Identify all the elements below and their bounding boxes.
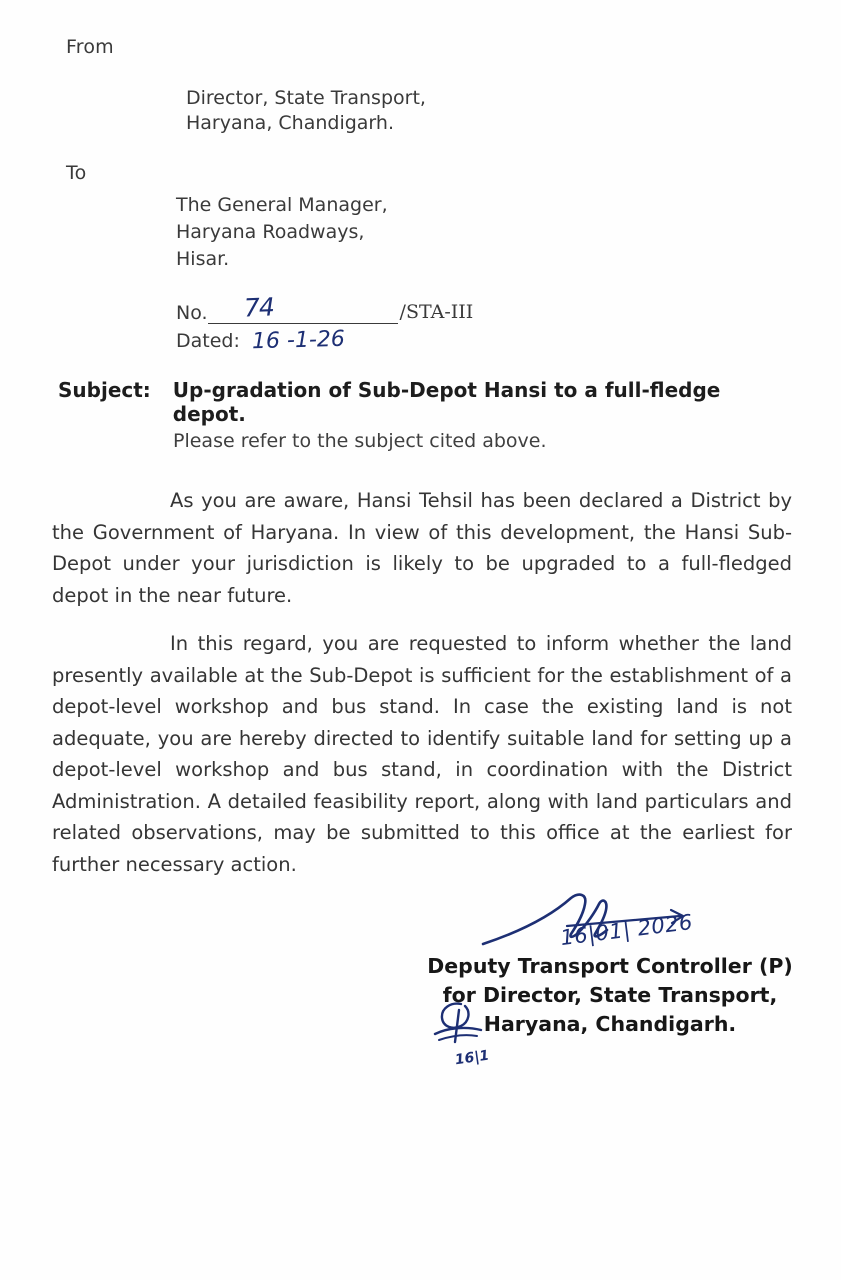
signatory-line-3: Haryana, Chandigarh. — [483, 1012, 737, 1036]
reference-number-row — [176, 292, 474, 324]
handwritten-signature — [415, 890, 805, 952]
reference-block — [176, 292, 474, 355]
reference-number-handwritten-value: 74 — [242, 292, 274, 323]
from-address-line-1: Director, State Transport, — [186, 87, 426, 109]
signature-block — [415, 890, 805, 1069]
body-paragraph-2 — [52, 628, 792, 880]
reference-number-rule — [208, 292, 398, 324]
signatory-designation — [415, 952, 805, 1069]
signatory-line-3-wrapper — [415, 1010, 805, 1069]
body-salutation: Please refer to the subject cited above. — [173, 430, 547, 452]
subject-label: Subject: — [58, 378, 151, 402]
body-paragraph-1 — [52, 485, 792, 611]
reference-date-row — [176, 328, 473, 353]
signature-initial-date: 16|1 — [453, 1047, 491, 1069]
reference-number-label: No. — [176, 302, 208, 324]
subject-text: Up-gradation of Sub-Depot Hansi to a full-fledge depot. — [172, 378, 721, 426]
from-label: From — [66, 36, 114, 58]
reference-date-label: Dated: — [176, 330, 240, 352]
from-address — [186, 86, 426, 136]
from-address-line-2: Haryana, Chandigarh. — [186, 112, 394, 134]
to-address-line-2: Haryana Roadways, — [176, 221, 365, 243]
to-address-line-1: The General Manager, — [176, 194, 388, 216]
to-address-line-3: Hisar. — [176, 248, 230, 270]
signatory-line-1: Deputy Transport Controller (P) — [427, 954, 793, 978]
reference-date-handwritten-value: 16 -1-26 — [251, 326, 346, 355]
to-label: To — [66, 162, 87, 184]
to-address — [176, 192, 388, 273]
subject-row — [58, 378, 793, 426]
signatory-line-2: for Director, State Transport, — [442, 983, 778, 1007]
reference-number-suffix: /STA-III — [399, 301, 474, 323]
signature-date: 16|01| 2026 — [559, 909, 695, 951]
body-paragraph-1-text: As you are aware, Hansi Tehsil has been declared a District by the Government of Haryana. In view of this development, the Hansi Sub-Depot under your jurisdiction is likely to be upgraded to a full-fledged depot in the near future. — [52, 489, 792, 607]
body-paragraph-2-text: In this regard, you are requested to inform whether the land presently available at the Sub-Depot is sufficient for the establishment of a depot-level workshop and bus stand. In case the existing land is not adequate, you are hereby directed to identify suitable land for setting up a depot-level workshop and bus stand, in coordination with the District Administration. A detailed feasibility report, along with land particulars and related observations, may be submitted to this office at the earliest for further necessary action. — [52, 632, 792, 876]
